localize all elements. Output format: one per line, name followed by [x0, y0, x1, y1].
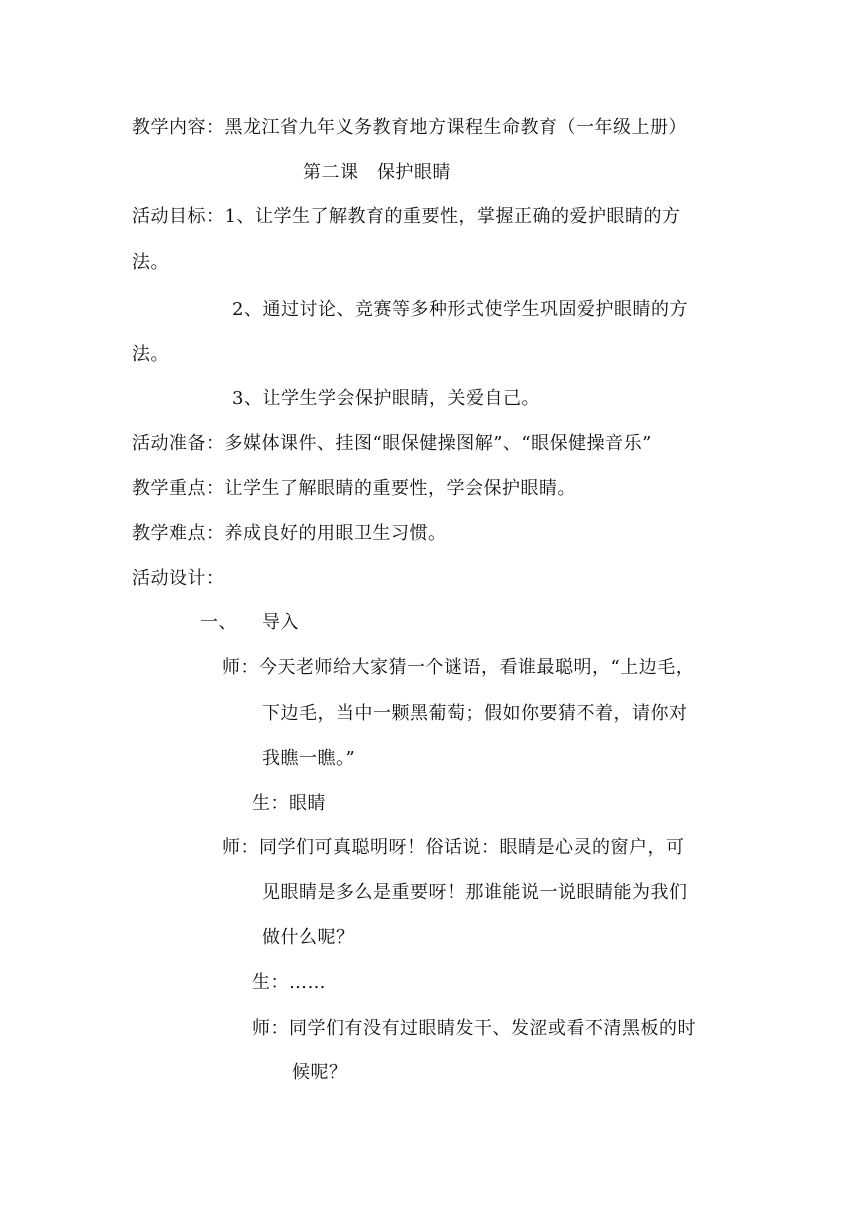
section-title: 导入	[262, 612, 299, 633]
teacher-line-3b: 候呢？	[292, 1062, 348, 1083]
teacher-line-1c: 我瞧一瞧。”	[262, 748, 356, 769]
section-number: 一、	[200, 612, 237, 633]
key-point: 教学重点：让学生了解眼睛的重要性，学会保护眼睛。	[132, 478, 576, 499]
goal-3: 3、让学生学会保护眼睛，关爱自己。	[232, 388, 540, 409]
teacher-line-2c: 做什么呢？	[262, 927, 355, 948]
teacher-line-3a: 师：同学们有没有过眼睛发干、发涩或看不清黑板的时	[252, 1018, 696, 1039]
teacher-line-1b: 下边毛，当中一颗黑葡萄；假如你要猜不着，请你对	[262, 703, 688, 724]
preparation: 活动准备：多媒体课件、挂图“眼保健操图解”、“眼保健操音乐”	[132, 433, 652, 454]
goal-1-line-2: 法。	[132, 252, 169, 273]
teacher-line-2a: 师：同学们可真聪明呀！俗话说：眼睛是心灵的窗户，可	[222, 837, 685, 858]
teacher-line-2b: 见眼睛是多么是重要呀！那谁能说一说眼睛能为我们	[262, 882, 688, 903]
content-line: 教学内容：黑龙江省九年义务教育地方课程生命教育（一年级上册）	[132, 117, 687, 138]
goal-2-line-1: 2、通过讨论、竞赛等多种形式使学生巩固爱护眼睛的方	[232, 299, 688, 320]
student-line-1: 生：眼睛	[252, 793, 326, 814]
lesson-title: 第二课 保护眼睛	[303, 162, 451, 183]
difficulty: 教学难点：养成良好的用眼卫生习惯。	[132, 523, 447, 544]
teacher-line-1a: 师：今天老师给大家猜一个谜语，看谁最聪明，“上边毛，	[222, 657, 695, 678]
design-label: 活动设计：	[132, 568, 225, 589]
goal-1-line-1: 活动目标：1、让学生了解教育的重要性，掌握正确的爱护眼睛的方	[132, 206, 681, 227]
student-line-2: 生：……	[252, 972, 326, 993]
goal-2-line-2: 法。	[132, 344, 169, 365]
